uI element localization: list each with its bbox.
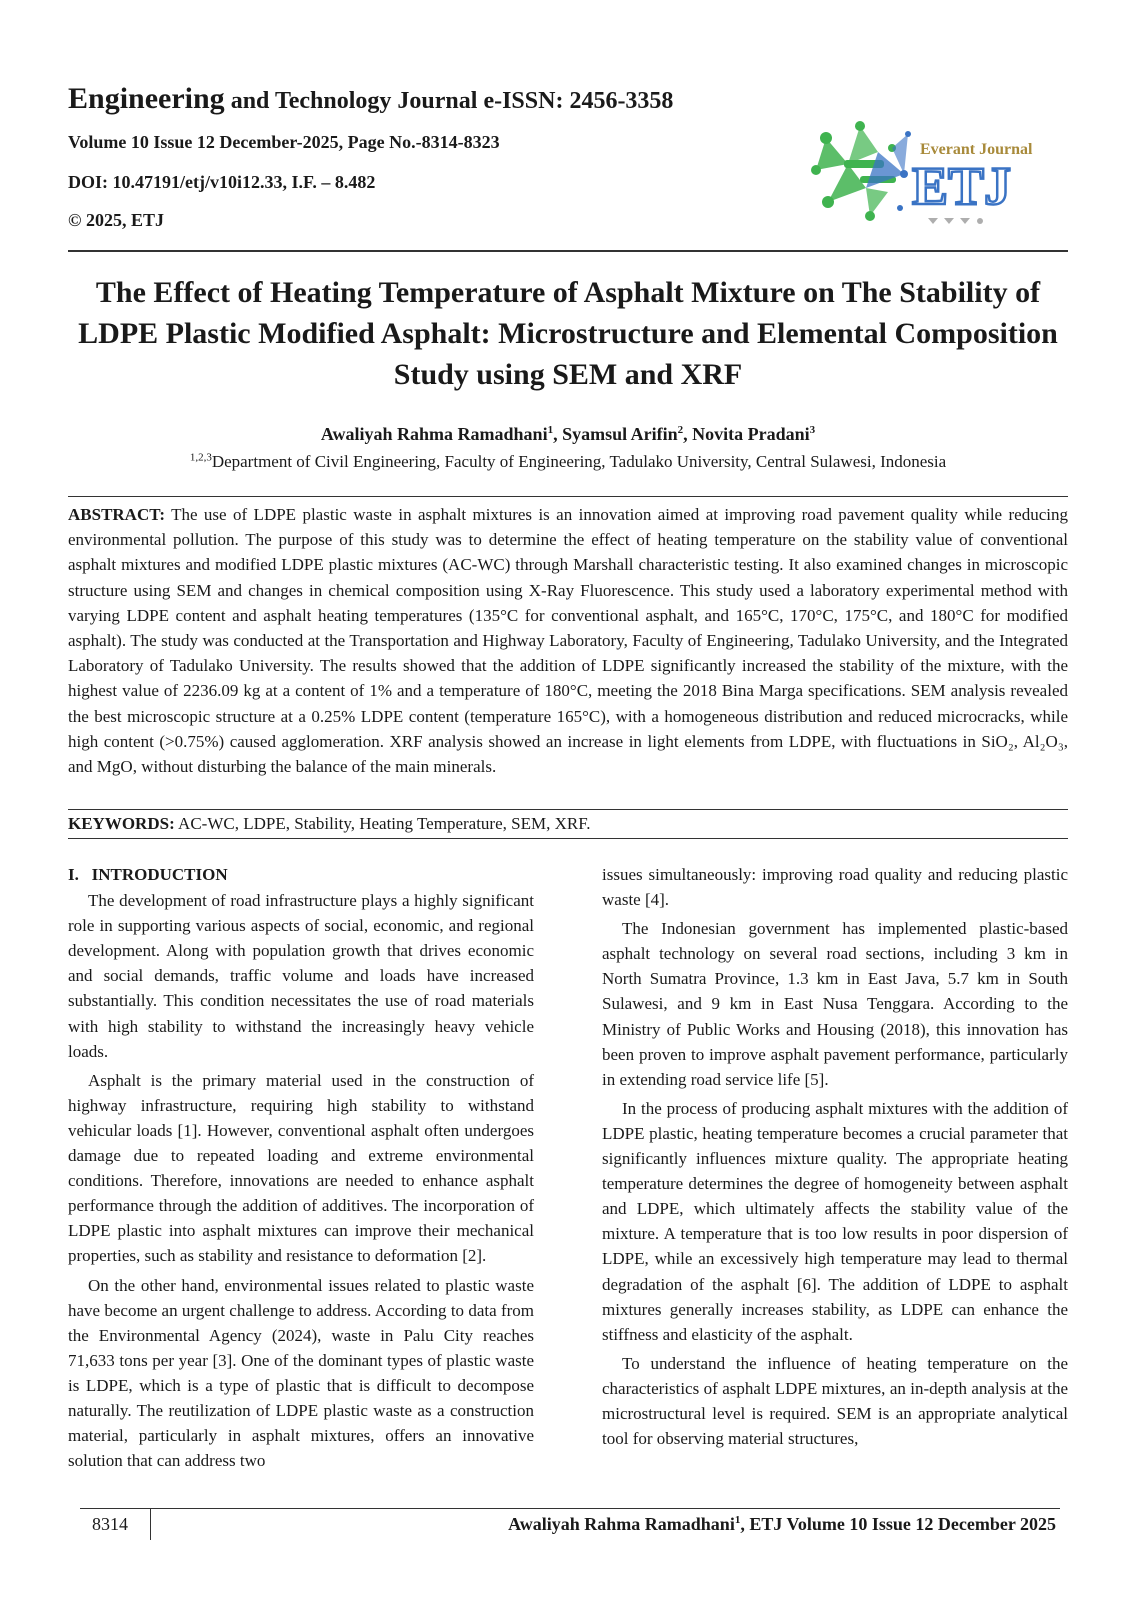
etj-logo bbox=[808, 118, 1033, 230]
author-name: Awaliyah Rahma Ramadhani bbox=[320, 424, 548, 444]
paragraph: The development of road infrastructure plays a highly significant role in supporting various aspects of social, economic, and regional development. Along with population growth that drives economic and social demands, traffic volume and loads have increased substantially. This condition necessitates the use of road materials with high stability to withstand the increasingly heavy vehicle loads. bbox=[68, 891, 534, 1061]
section-heading: I. INTRODUCTION bbox=[68, 865, 228, 884]
logo-etj-text: ETJ bbox=[912, 156, 1012, 216]
journal-name: Engineering and Technology Journal e-ISSN: 2456-3358 bbox=[68, 82, 674, 115]
paragraph: To understand the influence of heating temperature on the characteristics of asphalt LDPE mixtures, an in-depth analysis at the microstructural level is required. SEM is an appropriate analytical tool for observing material structures, bbox=[602, 1353, 1068, 1449]
paragraph: The Indonesian government has implemented plastic-based asphalt technology on several road sections, including 3 km in North Sumatra Province, 1.3 km in East Java, 5.7 km in South Sulawesi, and 9 km in East Nusa Tenggara. According to the Ministry of Public Works and Housing (2018), this innovation has been proven to improve asphalt pavement performance, particularly in extending road service life [5]. bbox=[602, 919, 1068, 1089]
right-column bbox=[602, 862, 1068, 1455]
page-number: 8314 bbox=[92, 1514, 128, 1534]
abstract: ABSTRACT: The use of LDPE plastic waste in asphalt mixtures is an innovation aimed at improving road pavement quality while reducing environmental pollution. The purpose of this study was to determine the effect of heating temperature on the stability value of conventional asphalt mixtures and modified LDPE plastic mixtures (AC-WC) through Marshall characteristic testing. It also examined changes in microscopic structure using SEM and changes in chemical composition using X-Ray Fluorescence. This study used a laboratory experimental method with varying LDPE content and asphalt heating temperatures (135°C for conventional asphalt, and 165°C, 170°C, 175°C, and 180°C for modified asphalt). The study was conducted at the Transportation and Highway Laboratory, Faculty of Engineering, Tadulako University, and the Integrated Laboratory of Tadulako University. The results showed that the addition of LDPE significantly increased the stability of the mixture, with the highest value of 2236.09 kg at a content of 1% and a temperature of 180°C, meeting the 2018 Bina Marga specifications. SEM analysis revealed the best microscopic structure at a 0.25% LDPE content (temperature 165°C), with a homogeneous distribution and reduced microcracks, while high content (>0.75%) caused agglomeration. XRF analysis showed an increase in light elements from LDPE, with fluctuations in SiO₂, Al₂O₃, and MgO, without disturbing the balance of the main minerals. bbox=[68, 505, 1068, 777]
footer-citation: Awaliyah Rahma Ramadhani$^1$, ETJ Volume 10 Issue 12 December 2025 bbox=[508, 1514, 1056, 1534]
logo-top-text: Everant Journal bbox=[920, 141, 1033, 158]
left-column bbox=[68, 862, 534, 1477]
author-name: Novita Pradani bbox=[692, 424, 810, 444]
footer-rule bbox=[80, 1508, 1060, 1509]
keywords-label: KEYWORDS: bbox=[68, 814, 175, 833]
abstract-label: ABSTRACT: bbox=[68, 505, 165, 524]
header-rule bbox=[68, 250, 1068, 252]
paragraph: In the process of producing asphalt mixtures with the addition of LDPE plastic, heating temperature becomes a crucial parameter that significantly influences mixture quality. The appropriate heating temperature determines the degree of homogeneity between asphalt and LDPE, which ultimately affects the stability value of the mixture. A temperature that is too low results in poor dispersion of LDPE, while an excessively high temperature may lead to thermal degradation of the asphalt [6]. The addition of LDPE to asphalt mixtures generally increases stability, as LDPE can enhance the stiffness and elasticity of the asphalt. bbox=[602, 1098, 1068, 1344]
keywords: KEYWORDS: AC-WC, LDPE, Stability, Heating Temperature, SEM, XRF. bbox=[68, 814, 591, 833]
abstract-top-rule bbox=[68, 496, 1068, 497]
paragraph: On the other hand, environmental issues related to plastic waste have become an urgent challenge to address. According to data from the Environmental Agency (2024), waste in Palu City reaches 71,633 tons per year [3]. One of the dominant types of plastic waste is LDPE, which is a type of plastic that is difficult to decompose naturally. The reutilization of LDPE plastic waste as a construction material, particularly in asphalt mixtures, offers an innovative solution that can address two bbox=[68, 1275, 534, 1471]
paper-title: The Effect of Heating Temperature of Asphalt Mixture on The Stability of LDPE Plastic Modified Asphalt: Microstructure and Elemental Composition Study using SEM and XRF bbox=[78, 276, 1058, 391]
doi-info: DOI: 10.47191/etj/v10i12.33, I.F. – 8.482 bbox=[68, 172, 376, 192]
footer-separator bbox=[150, 1508, 151, 1540]
volume-info: Volume 10 Issue 12 December-2025, Page No.-8314-8323 bbox=[68, 132, 500, 152]
paragraph: Asphalt is the primary material used in the construction of highway infrastructure, requiring high stability to withstand vehicular loads [1]. However, conventional asphalt often undergoes damage due to repeated loading and extreme environmental conditions. Therefore, innovations are needed to enhance asphalt performance through the addition of additives. The incorporation of LDPE plastic into asphalt mixtures can improve their mechanical properties, such as stability and resistance to deformation [2]. bbox=[68, 1070, 534, 1266]
author-list: Awaliyah Rahma Ramadhani$^1$, Syamsul Arifin$^2$, Novita Pradani$^3$ bbox=[320, 424, 816, 444]
author-name: Syamsul Arifin bbox=[562, 424, 678, 444]
copyright: © 2025, ETJ bbox=[68, 210, 164, 230]
affiliation: $^{1,2,3}$Department of Civil Engineering, Faculty of Engineering, Tadulako University, Central Sulawesi, Indonesia bbox=[189, 451, 947, 471]
keywords-rule bbox=[68, 838, 1068, 839]
paragraph: issues simultaneously: improving road quality and reducing plastic waste [4]. bbox=[602, 865, 1068, 910]
abstract-bottom-rule bbox=[68, 809, 1068, 810]
